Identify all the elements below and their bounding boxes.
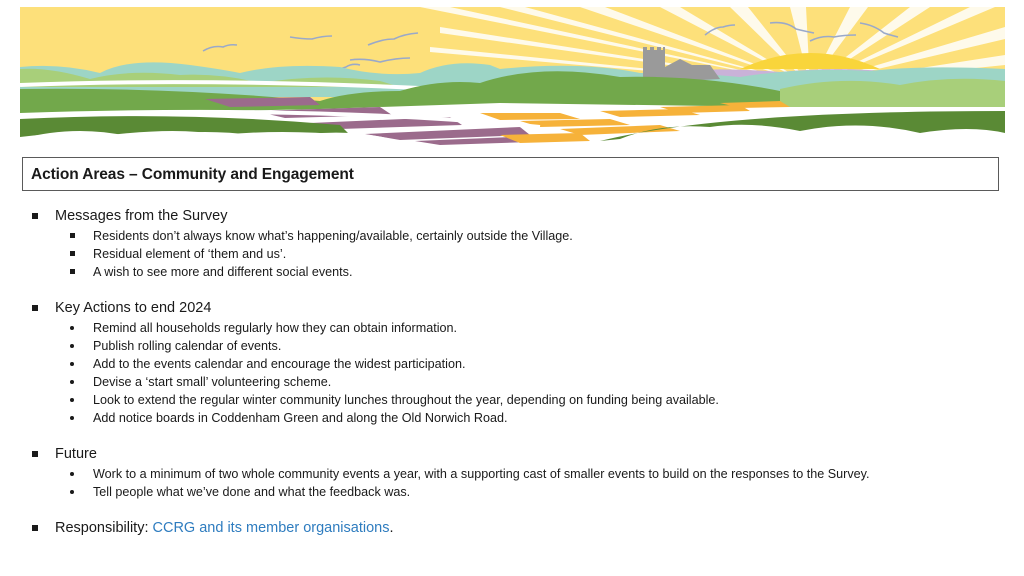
square-bullet-icon <box>70 269 75 274</box>
square-bullet-icon <box>32 213 38 219</box>
square-bullet-icon <box>32 451 38 457</box>
dot-bullet-icon <box>70 362 74 366</box>
dot-bullet-icon <box>70 326 74 330</box>
dot-bullet-icon <box>70 344 74 348</box>
dot-bullet-icon <box>70 398 74 402</box>
dot-bullet-icon <box>70 490 74 494</box>
square-bullet-icon <box>70 233 75 238</box>
slide-title-box <box>22 157 999 191</box>
square-bullet-icon <box>32 525 38 531</box>
dot-bullet-icon <box>70 472 74 476</box>
responsibility-suffix: . <box>389 520 394 536</box>
slide-title: Action Areas – Community and Engagement <box>31 166 354 183</box>
square-bullet-icon <box>32 305 38 311</box>
dot-bullet-icon <box>70 416 74 420</box>
dot-bullet-icon <box>70 380 74 384</box>
responsibility-label: Responsibility: <box>55 520 153 536</box>
landscape-banner-image <box>20 7 1005 147</box>
responsibility-value: CCRG and its member organisations <box>152 520 390 536</box>
square-bullet-icon <box>70 251 75 256</box>
